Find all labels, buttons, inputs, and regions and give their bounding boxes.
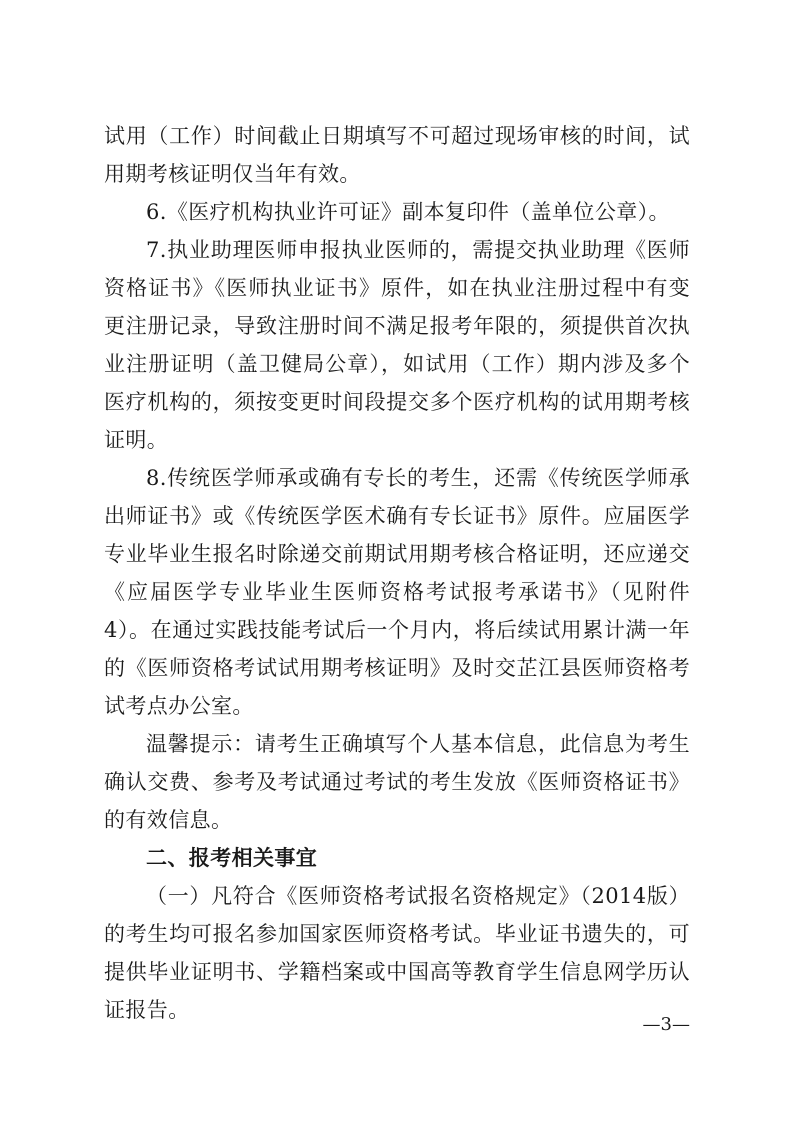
paragraph-line: 6.《医疗机构执业许可证》副本复印件（盖单位公章）。 bbox=[146, 200, 670, 224]
paragraph-line: 资格证书》《医师执业证书》原件，如在执业注册过程中有变 bbox=[104, 276, 690, 300]
paragraph-line: 的有效信息。 bbox=[104, 808, 233, 832]
paragraph-line: 证报告。 bbox=[104, 998, 190, 1022]
paragraph-line: 试用（工作）时间截止日期填写不可超过现场审核的时间，试 bbox=[104, 124, 690, 148]
paragraph-line: 的考生均可报名参加国家医师资格考试。毕业证书遗失的，可 bbox=[104, 922, 690, 946]
paragraph-line: 确认交费、参考及考试通过考试的考生发放《医师资格证书》 bbox=[104, 770, 690, 794]
paragraph-line: 出师证书》或《传统医学医术确有专长证书》原件。应届医学 bbox=[104, 504, 690, 528]
paragraph-line: 8.传统医学师承或确有专长的考生，还需《传统医学师承 bbox=[146, 466, 690, 490]
paragraph-line: 的《医师资格考试试用期考核证明》及时交芷江县医师资格考 bbox=[104, 656, 690, 680]
page-number: —3— bbox=[642, 1014, 690, 1035]
paragraph-line: 7.执业助理医师申报执业医师的，需提交执业助理《医师 bbox=[146, 238, 690, 262]
section-heading: 二、报考相关事宜 bbox=[146, 846, 318, 870]
paragraph-line: 温馨提示：请考生正确填写个人基本信息，此信息为考生 bbox=[146, 732, 690, 756]
paragraph-line: （一）凡符合《医师资格考试报名资格规定》（2014版） bbox=[146, 884, 690, 908]
paragraph-line: 业注册证明（盖卫健局公章），如试用（工作）期内涉及多个 bbox=[104, 352, 690, 376]
paragraph-line: 试考点办公室。 bbox=[104, 694, 254, 718]
paragraph-line: 更注册记录，导致注册时间不满足报考年限的，须提供首次执 bbox=[104, 314, 690, 338]
paragraph-line: 提供毕业证明书、学籍档案或中国高等教育学生信息网学历认 bbox=[104, 960, 690, 984]
paragraph-line: 证明。 bbox=[104, 428, 169, 452]
paragraph-line: 4）。在通过实践技能考试后一个月内，将后续试用累计满一年 bbox=[104, 618, 690, 642]
paragraph-line: 医疗机构的，须按变更时间段提交多个医疗机构的试用期考核 bbox=[104, 390, 690, 414]
paragraph-line: 专业毕业生报名时除递交前期试用期考核合格证明，还应递交 bbox=[104, 542, 690, 566]
paragraph-line: 用期考核证明仅当年有效。 bbox=[104, 162, 361, 186]
paragraph-line: 《应届医学专业毕业生医师资格考试报考承诺书》（见附件 bbox=[104, 580, 690, 604]
